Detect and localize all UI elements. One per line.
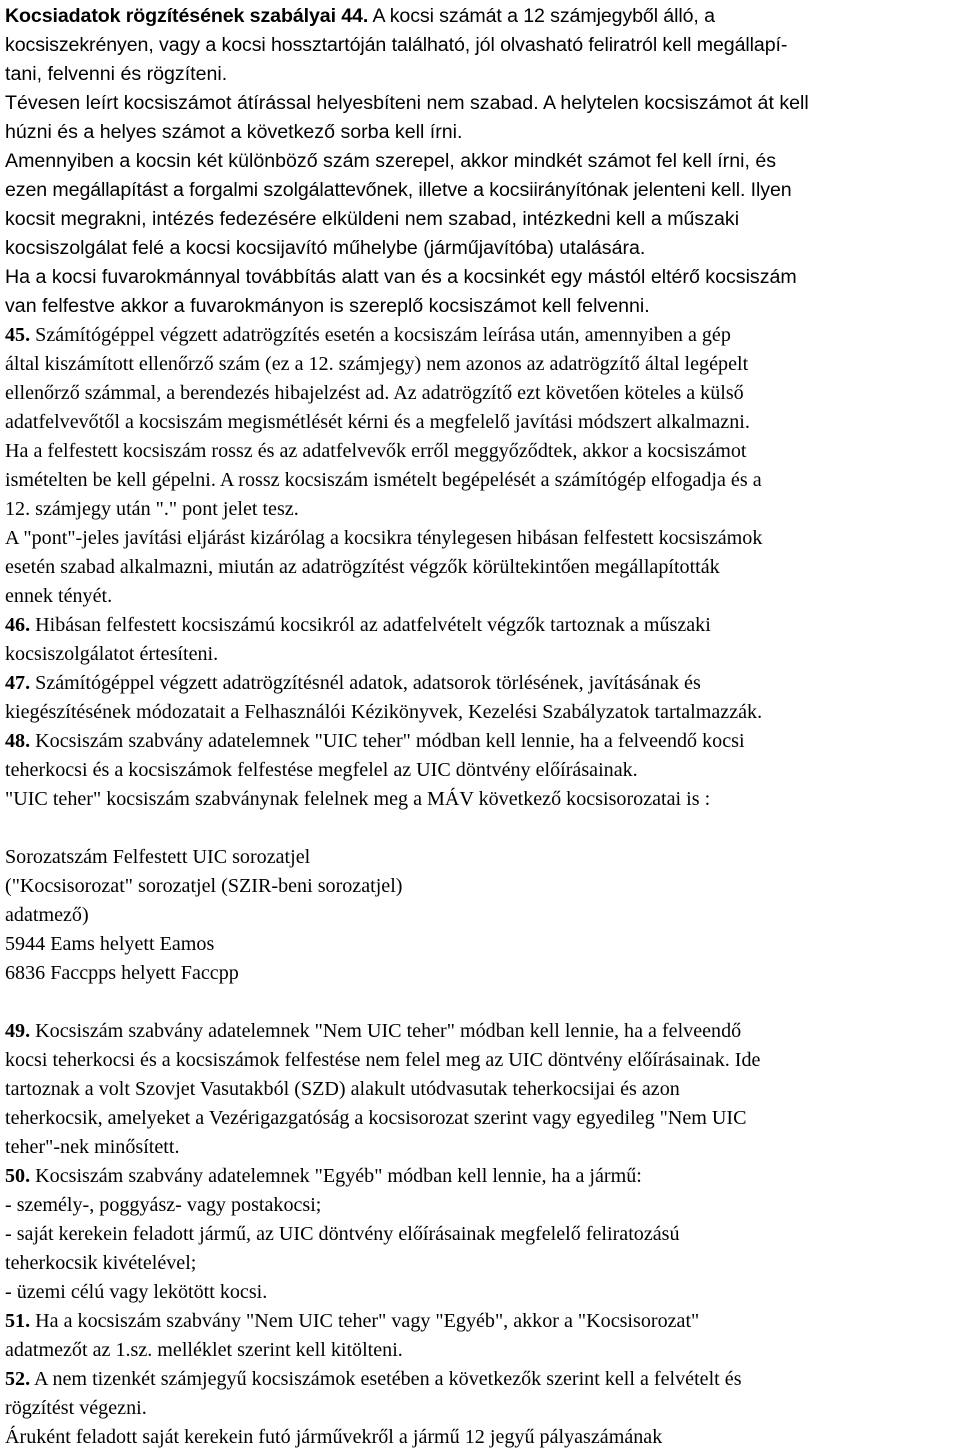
text-line: Ha a kocsi fuvarokmánnyal továbbítás alatt van és a kocsinkét egy mástól eltérő kocsiszám — [5, 266, 797, 288]
text-line: rögzítést végezni. — [5, 1397, 147, 1419]
text-line: 52. A nem tizenkét számjegyű kocsiszámok esetében a következők szerint kell a felvételt és — [5, 1368, 742, 1390]
text-line: adatmezőt az 1.sz. melléklet szerint kell kitölteni. — [5, 1339, 403, 1361]
text-line: teherkocsik kivételével; — [5, 1252, 197, 1274]
section-number: 47. — [5, 672, 31, 694]
text-line: van felfestve akkor a fuvarokmányon is szereplő kocsiszámot kell felvenni. — [5, 295, 650, 317]
blank-line — [5, 814, 958, 843]
table-row: 5944 Eams helyett Eamos — [5, 933, 215, 955]
text-line: húzni és a helyes számot a következő sorba kell írni. — [5, 121, 463, 143]
text-line: Amennyiben a kocsin két különböző szám szerepel, akkor mindkét számot fel kell írni, és — [5, 150, 777, 172]
text-line: 49. Kocsiszám szabvány adatelemnek "Nem UIC teher" módban kell lennie, ha a felveendő — [5, 1020, 742, 1042]
text-line: 50. Kocsiszám szabvány adatelemnek "Egyéb" módban kell lennie, ha a jármű: — [5, 1165, 642, 1187]
section-number: 48. — [5, 730, 31, 752]
table-header-line: adatmező) — [5, 904, 89, 926]
text-line: 46. Hibásan felfestett kocsiszámú kocsikról az adatfelvételt végzők tartoznak a műszaki — [5, 614, 711, 636]
text-line: teher"-nek minősített. — [5, 1136, 180, 1158]
section-number: 51. — [5, 1310, 31, 1332]
blank-line — [5, 988, 958, 1017]
text-line: Áruként feladott saját kerekein futó járművekről a jármű 12 jegyű pályaszámának — [5, 1426, 663, 1448]
text-line: kocsiszekrényen, vagy a kocsi hossztartóján található, jól olvasható feliratról kell megállapí- — [5, 34, 788, 56]
table-header-line: Sorozatszám Felfestett UIC sorozatjel — [5, 846, 311, 868]
section-heading: Kocsiadatok rögzítésének szabályai 44. — [5, 5, 369, 27]
section-number: 52. — [5, 1368, 31, 1390]
text-line: A "pont"-jeles javítási eljárást kizárólag a kocsikra ténylegesen hibásan felfestett kocsiszámok — [5, 527, 763, 549]
text-line: Tévesen leírt kocsiszámot átírással helyesbíteni nem szabad. A helytelen kocsiszámot át kell — [5, 92, 809, 114]
text-line: ennek tényét. — [5, 585, 113, 607]
text-line: 45. Számítógéppel végzett adatrögzítés esetén a kocsiszám leírása után, amennyiben a gép — [5, 324, 731, 346]
text-line: esetén szabad alkalmazni, miután az adatrögzítést végzők körültekintően megállapították — [5, 556, 720, 578]
list-item: - saját kerekein feladott jármű, az UIC döntvény előírásainak megfelelő feliratozású — [5, 1223, 680, 1245]
text-line: által kiszámított ellenőrző szám (ez a 12. számjegy) nem azonos az adatrögzítő által legépelt — [5, 353, 749, 375]
list-item: - üzemi célú vagy lekötött kocsi. — [5, 1281, 268, 1303]
text-line: kiegészítésének módozatait a Felhasználói Kézikönyvek, Kezelési Szabályzatok tartalmazzák. — [5, 701, 763, 723]
text-line: tartoznak a volt Szovjet Vasutakból (SZD) alakult utódvasutak teherkocsijai és azon — [5, 1078, 680, 1100]
text-line: 48. Kocsiszám szabvány adatelemnek "UIC teher" módban kell lennie, ha a felveendő kocsi — [5, 730, 745, 752]
text-line: ismételten be kell gépelni. A rossz kocsiszám ismételt begépelését a számítógép elfogadja és a — [5, 469, 762, 491]
text-line: 51. Ha a kocsiszám szabvány "Nem UIC teher" vagy "Egyéb", akkor a "Kocsisorozat" — [5, 1310, 700, 1332]
text-line: kocsi teherkocsi és a kocsiszámok felfestése nem felel meg az UIC döntvény előírásainak. Ide — [5, 1049, 761, 1071]
text-line: teherkocsi és a kocsiszámok felfestése megfelel az UIC döntvény előírásainak. — [5, 759, 638, 781]
text-line: teherkocsik, amelyeket a Vezérigazgatóság a kocsisorozat szerint vagy egyedileg "Nem UIC — [5, 1107, 747, 1129]
text-line: Kocsiadatok rögzítésének szabályai 44. A kocsi számát a 12 számjegyből álló, a — [5, 5, 715, 27]
text-line: kocsit megrakni, intézés fedezésére elküldeni nem szabad, intézkedni kell a műszaki — [5, 208, 740, 230]
table-header-line: ("Kocsisorozat" sorozatjel (SZIR-beni sorozatjel) — [5, 875, 403, 897]
text-line: 47. Számítógéppel végzett adatrögzítésnél adatok, adatsorok törlésének, javításának és — [5, 672, 701, 694]
text-line: ellenőrző számmal, a berendezés hibajelzést ad. Az adatrögzítő ezt követően köteles a külső — [5, 382, 744, 404]
section-number: 50. — [5, 1165, 31, 1187]
text-line: kocsiszolgálat felé a kocsi kocsijavító műhelybe (járműjavítóba) utalására. — [5, 237, 646, 259]
section-number: 49. — [5, 1020, 31, 1042]
text-line: ezen megállapítást a forgalmi szolgálattevőnek, illetve a kocsiirányítónak jelenteni kell. Ilyen — [5, 179, 792, 201]
table-row: 6836 Faccpps helyett Faccpp — [5, 962, 239, 984]
list-item: - személy-, poggyász- vagy postakocsi; — [5, 1194, 322, 1216]
text-line: adatfelvevőtől a kocsiszám megismétlését kérni és a megfelelő javítási módszert alkalmazni. — [5, 411, 750, 433]
section-number: 45. — [5, 324, 31, 346]
text-line: 12. számjegy után "." pont jelet tesz. — [5, 498, 299, 520]
section-number: 46. — [5, 614, 31, 636]
text-line: Ha a felfestett kocsiszám rossz és az adatfelvevők erről meggyőződtek, akkor a kocsiszámot — [5, 440, 747, 462]
text-line: tani, felvenni és rögzíteni. — [5, 63, 228, 85]
text-line: kocsiszolgálatot értesíteni. — [5, 643, 219, 665]
text-line: "UIC teher" kocsiszám szabványnak felelnek meg a MÁV következő kocsisorozatai is : — [5, 788, 711, 810]
